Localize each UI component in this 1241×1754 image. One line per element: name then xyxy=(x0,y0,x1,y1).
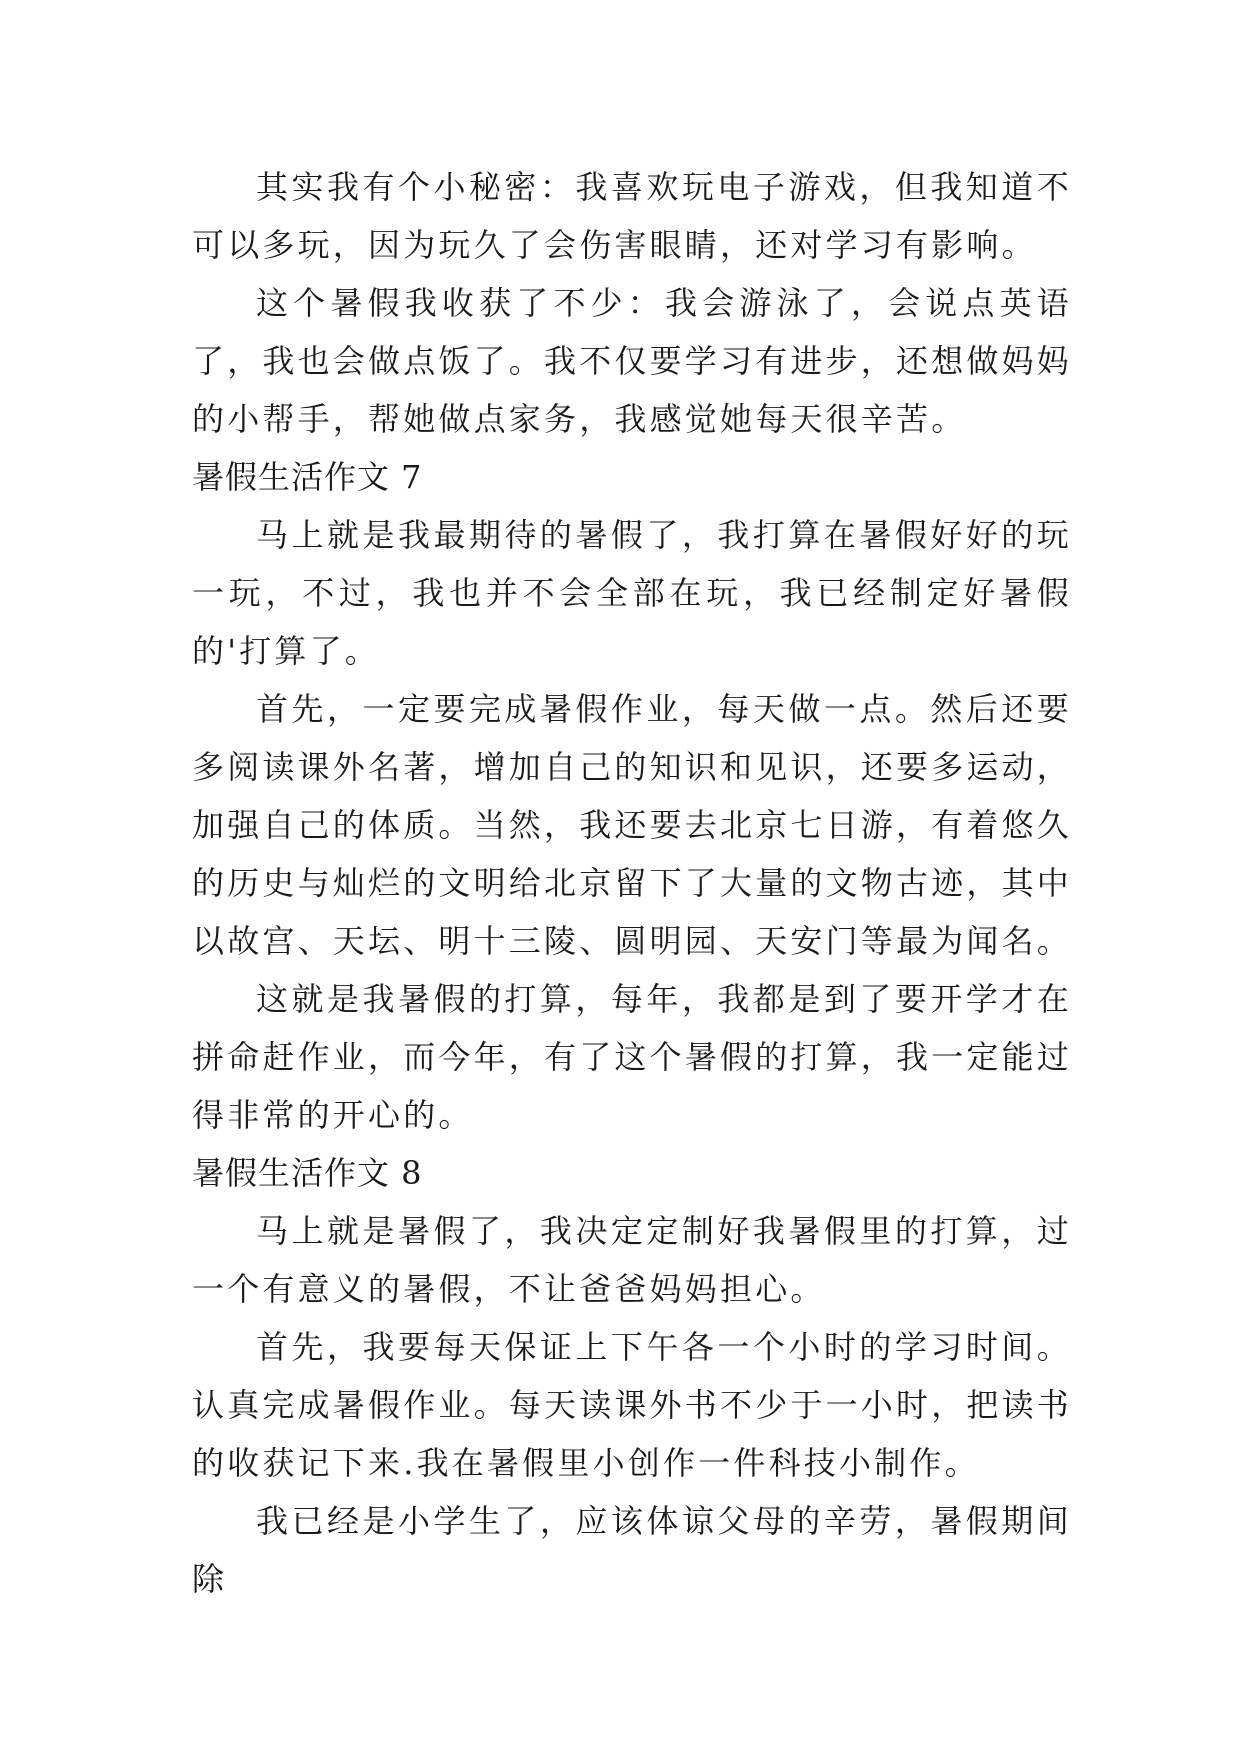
document-body xyxy=(192,158,1072,1608)
paragraph-study-time: 首先，我要每天保证上下午各一个小时的学习时间。认真完成暑假作业。每天读课外书不少于一小时，把读书的收获记下来.我在暑假里小创作一件科技小制作。 xyxy=(192,1328,1073,1482)
paragraph-parents: 我已经是小学生了，应该体谅父母的辛劳，暑假期间除 xyxy=(192,1502,1072,1598)
essay-heading-7: 暑假生活作文 7 xyxy=(192,458,423,496)
paragraph-secret: 其实我有个小秘密：我喜欢玩电子游戏，但我知道不可以多玩，因为玩久了会伤害眼睛，还对学习有影响。 xyxy=(192,168,1072,264)
paragraph-conclusion: 这就是我暑假的打算，每年，我都是到了要开学才在拼命赶作业，而今年，有了这个暑假的打算，我一定能过得非常的开心的。 xyxy=(192,980,1073,1134)
essay-heading-8: 暑假生活作文 8 xyxy=(192,1154,423,1192)
paragraph-plan: 首先，一定要完成暑假作业，每天做一点。然后还要多阅读课外名著，增加自己的知识和见识，还要多运动，加强自己的体质。当然，我还要去北京七日游，有着悠久的历史与灿烂的文明给北京留下了大量的文物古迹，其中以故宫、天坛、明十三陵、圆明园、天安门等最为闻名。 xyxy=(192,690,1073,960)
paragraph-harvest: 这个暑假我收获了不少：我会游泳了，会说点英语了，我也会做点饭了。我不仅要学习有进步，还想做妈妈的小帮手，帮她做点家务，我感觉她每天很辛苦。 xyxy=(192,284,1073,438)
paragraph-decision: 马上就是暑假了，我决定定制好我暑假里的打算，过一个有意义的暑假，不让爸爸妈妈担心。 xyxy=(192,1212,1072,1308)
paragraph-expectation: 马上就是我最期待的暑假了，我打算在暑假好好的玩一玩，不过，我也并不会全部在玩，我已经制定好暑假的'打算了。 xyxy=(192,516,1072,670)
